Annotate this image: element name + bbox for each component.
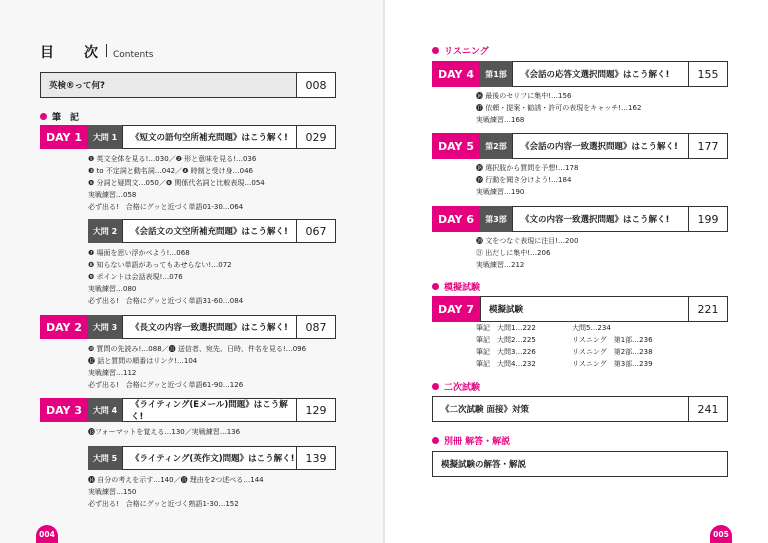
book-spine: [383, 0, 385, 543]
list-item[interactable]: ⓰ 最後のセリフに集中!…156: [476, 92, 572, 100]
second-exam-title: 《二次試験 面接》対策: [441, 405, 529, 415]
day4-sublist: [476, 90, 641, 126]
day6-entry[interactable]: [512, 206, 728, 232]
second-exam-page: 241: [688, 397, 727, 421]
day4-title: 《会話の応答文選択問題》はこう解く!: [521, 70, 670, 80]
list-item[interactable]: 必ず出る! 合格にグッと近づく単語31-60…084: [88, 297, 244, 305]
q4-sublist: [88, 426, 240, 438]
day4-page: 155: [688, 62, 727, 86]
annex-entry[interactable]: [432, 451, 728, 477]
q1-sublist: [88, 153, 265, 213]
title-divider: [106, 44, 107, 57]
q2-badge: 大問 2: [88, 219, 122, 243]
list-item[interactable]: リスニング 第1部…236: [572, 336, 653, 344]
q4-badge: 大問 4: [88, 398, 122, 422]
day5-entry[interactable]: [512, 133, 728, 159]
section-dot-icon: [432, 383, 439, 390]
q5-title: 《ライティング(英作文)問題》はこう解く!: [131, 454, 295, 464]
q1-page: 029: [296, 126, 335, 148]
writing-section-heading: [40, 110, 79, 123]
list-item[interactable]: 筆記 大問3…226: [476, 348, 536, 356]
day1-badge: DAY 1: [40, 125, 88, 149]
q5-badge: 大問 5: [88, 446, 122, 470]
q1-badge: 大問 1: [88, 125, 122, 149]
toc-title: [40, 42, 153, 62]
list-item[interactable]: ⓳ 行動を聞き分けよう!…184: [476, 176, 572, 184]
q4-title: 《ライティング(Eメール)問題》はこう解く!: [131, 400, 288, 422]
annex-section-label: 別冊 解答・解説: [444, 437, 511, 447]
section-dot-icon: [40, 113, 47, 120]
list-item[interactable]: ⓱ 依頼・提案・勧誘・許可の表現をキャッチ!…162: [476, 104, 642, 112]
day5-sublist: [476, 162, 578, 198]
section-dot-icon: [432, 437, 439, 444]
list-item[interactable]: ❿ 質問の先読み!…088／⓫ 送信者、宛先、日時、件名を見る!…096: [88, 345, 307, 353]
list-item[interactable]: ⓴ 文をつなぐ表現に注目!…200: [476, 237, 579, 245]
day7-badge: DAY 7: [432, 296, 480, 322]
list-item[interactable]: 筆記 大問1…222: [476, 324, 536, 332]
q3-page: 087: [296, 316, 335, 338]
listening-section-heading: [432, 44, 489, 57]
day2-badge: DAY 2: [40, 315, 88, 339]
q5-page: 139: [296, 447, 335, 469]
q1-entry[interactable]: [122, 125, 336, 149]
list-item[interactable]: ❸ to 不定詞と動名詞…042／❹ 時制と受け身…046: [88, 167, 253, 175]
mock-exam-grid: [476, 322, 653, 370]
list-item[interactable]: ❶ 英文全体を見る!…030／❷ 形と意味を見る!…036: [88, 155, 257, 163]
q3-title: 《長文の内容一致選択問題》はこう解く!: [131, 323, 288, 333]
mock-section-heading: [432, 280, 480, 293]
list-item[interactable]: 実戦練習…150: [88, 488, 137, 496]
eiken-page: 008: [296, 73, 335, 97]
list-item[interactable]: 必ず出る! 合格にグッと近づく単語01-30…064: [88, 203, 244, 211]
section-dot-icon: [432, 47, 439, 54]
mock-row: [476, 334, 653, 346]
list-item[interactable]: 実戦練習…112: [88, 369, 137, 377]
day6-part-badge: 第3部: [480, 206, 512, 232]
mock-row: [476, 346, 653, 358]
day4-badge: DAY 4: [432, 61, 480, 87]
list-item[interactable]: 必ず出る! 合格にグッと近づく熟語1-30…152: [88, 500, 239, 508]
eiken-entry[interactable]: [40, 72, 336, 98]
list-item[interactable]: ❼ 場面を思い浮かべよう!…068: [88, 249, 190, 257]
day4-part-badge: 第1部: [480, 61, 512, 87]
list-item[interactable]: ❽ 知らない単語があってもあせらない!…072: [88, 261, 232, 269]
day7-entry[interactable]: [480, 296, 728, 322]
list-item[interactable]: ⓮ 自分の考えを示す…140／⓯ 理由を2つ述べる…144: [88, 476, 264, 484]
list-item[interactable]: ㉑ 出だしに集中!…206: [476, 249, 551, 257]
q4-entry[interactable]: [122, 398, 336, 422]
listening-section-label: リスニング: [444, 47, 489, 57]
second-section-heading: [432, 380, 480, 393]
day6-page: 199: [688, 207, 727, 231]
list-item[interactable]: リスニング 第2部…238: [572, 348, 653, 356]
q5-sublist: [88, 474, 264, 510]
day5-page: 177: [688, 134, 727, 158]
list-item[interactable]: ⓬ 話と質問の順番はリンク!…104: [88, 357, 198, 365]
q5-entry[interactable]: [122, 446, 336, 470]
list-item[interactable]: ⓭フォーマットを覚える…130／実戦練習…136: [88, 428, 241, 436]
q3-sublist: [88, 343, 306, 391]
day5-part-badge: 第2部: [480, 133, 512, 159]
list-item[interactable]: ⓲ 選択肢から質問を予想!…178: [476, 164, 579, 172]
q2-sublist: [88, 247, 243, 307]
list-item[interactable]: 筆記 大問2…225: [476, 336, 536, 344]
list-item[interactable]: 実戦練習…080: [88, 285, 137, 293]
annex-title: 模擬試験の解答・解説: [441, 460, 527, 470]
day5-badge: DAY 5: [432, 133, 480, 159]
second-exam-entry[interactable]: [432, 396, 728, 422]
second-section-label: 二次試験: [444, 383, 481, 393]
q3-entry[interactable]: [122, 315, 336, 339]
toc-title-text: 目 次: [40, 45, 106, 61]
list-item[interactable]: ❺ 分詞と疑問文…050／❻ 関係代名詞と比較表現…054: [88, 179, 265, 187]
eiken-label: 英検®って何?: [49, 81, 105, 91]
q2-title: 《会話文の文空所補充問題》はこう解く!: [131, 227, 288, 237]
list-item[interactable]: 必ず出る! 合格にグッと近づく単語61-90…126: [88, 381, 244, 389]
list-item[interactable]: ❾ ポイントは会話表現!…076: [88, 273, 183, 281]
q3-badge: 大問 3: [88, 315, 122, 339]
list-item[interactable]: 実戦練習…058: [88, 191, 137, 199]
day4-entry[interactable]: [512, 61, 728, 87]
day6-badge: DAY 6: [432, 206, 480, 232]
list-item[interactable]: 筆記 大問4…232: [476, 360, 536, 368]
day6-title: 《文の内容一致選択問題》はこう解く!: [521, 215, 670, 225]
day6-sublist: [476, 235, 578, 271]
annex-section-heading: [432, 434, 510, 447]
list-item[interactable]: 実戦練習…168: [476, 116, 525, 124]
list-item[interactable]: 実戦練習…190: [476, 188, 525, 196]
section-dot-icon: [432, 283, 439, 290]
day7-page: 221: [688, 297, 727, 321]
writing-section-label: 筆 記: [52, 113, 80, 123]
mock-row: [476, 322, 653, 334]
day5-title: 《会話の内容一致選択問題》はこう解く!: [521, 142, 678, 152]
list-item[interactable]: リスニング 第3部…239: [572, 360, 653, 368]
list-item[interactable]: 大問5…234: [572, 324, 611, 332]
left-page-number: 004: [36, 525, 58, 543]
day3-badge: DAY 3: [40, 398, 88, 422]
q1-title: 《短文の語句空所補充問題》はこう解く!: [131, 133, 288, 143]
q2-page: 067: [296, 220, 335, 242]
q2-entry[interactable]: [122, 219, 336, 243]
mock-section-label: 模擬試験: [444, 283, 481, 293]
q4-page: 129: [296, 399, 335, 421]
day7-title: 模擬試験: [489, 305, 524, 315]
mock-row: [476, 358, 653, 370]
list-item[interactable]: 実戦練習…212: [476, 261, 525, 269]
right-page-number: 005: [710, 525, 732, 543]
toc-subtitle: Contents: [113, 50, 154, 60]
